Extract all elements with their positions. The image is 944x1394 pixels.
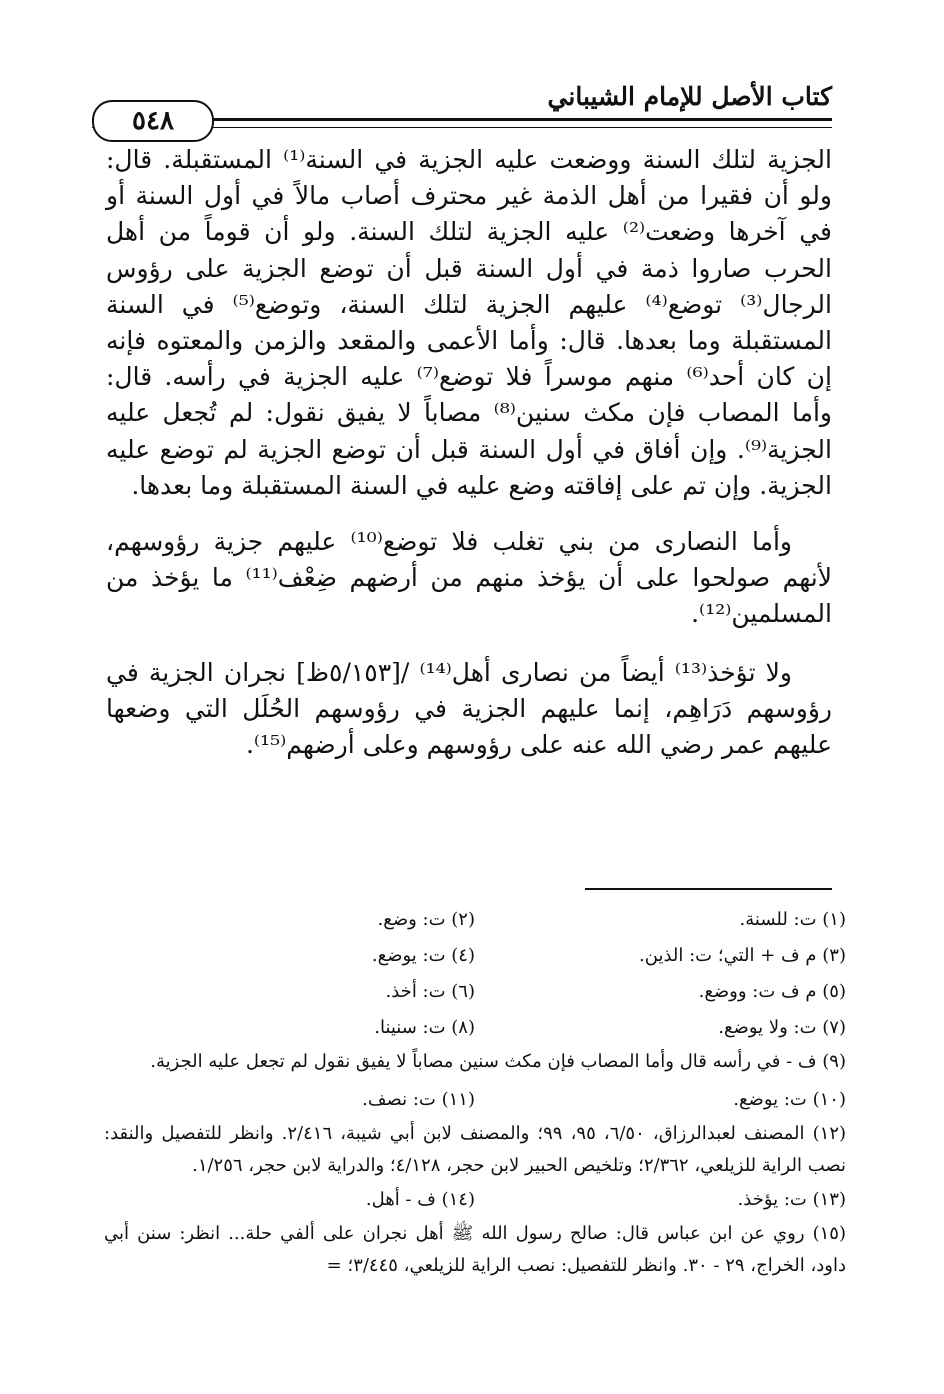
footnote-row xyxy=(104,1182,846,1218)
page-number-badge: ٥٤٨ xyxy=(92,100,214,142)
footnote-6: (٦) ت: أخذ. xyxy=(385,981,475,1002)
footnote-14: (١٤) ف - أهل. xyxy=(365,1189,475,1210)
footnotes xyxy=(104,902,846,1282)
paragraph-3: ولا تؤخذ⁽¹³⁾ أيضاً من نصارى أهل⁽¹⁴⁾ /[٥/١٥٣ظ] نجران الجزية في رؤوسهم دَرَاهِم، إنما عليهم الجزية في رؤوسهم الحُلَل التي وضعها عليهم عمر رضي الله عنه على رؤوسهم وعلى أرضهم⁽¹⁵⁾. xyxy=(106,657,832,760)
paragraph-2: وأما النصارى من بني تغلب فلا توضع⁽¹⁰⁾ عليهم جزية رؤوسهم، لأنهم صولحوا على أن يؤخذ منهم من أرضهم ضِعْف⁽¹¹⁾ ما يؤخذ من المسلمين⁽¹²⁾. xyxy=(106,527,832,629)
main-text xyxy=(106,142,832,763)
footnote-4: (٤) ت: يوضع. xyxy=(371,945,475,966)
paragraph-1: الجزية لتلك السنة ووضعت عليه الجزية في السنة⁽¹⁾ المستقبلة. قال: ولو أن فقيرا من أهل الذمة غير محترف أصاب مالاً في أول السنة أو في آخرها وضعت⁽²⁾ عليه الجزية لتلك السنة. ولو أن قوماً من أهل الحرب صاروا ذمة في أول السنة قبل أن توضع الجزية على رؤوس الرجال⁽³⁾ توضع⁽⁴⁾ عليهم الجزية لتلك السنة، وتوضع⁽⁵⁾ في السنة المستقبلة وما بعدها. قال: وأما الأعمى والمقعد والزمن والمعتوه فإنه إن كان أحد⁽⁶⁾ منهم موسراً فلا توضع⁽⁷⁾ عليه الجزية في رأسه. قال: وأما المصاب فإن مكث سنين⁽⁸⁾ مصاباً لا يفيق نقول: لم تُجعل عليه الجزية⁽⁹⁾. وإن أفاق في أول السنة قبل أن توضع الجزية لم توضع عليه الجزية. وإن تم على إفاقته وضع عليه في السنة المستقبلة وما بعدها. xyxy=(106,145,832,500)
running-header-title: كتاب الأصل للإمام الشيباني xyxy=(547,82,832,111)
footnote-5: (٥) م ف ت: ووضع. xyxy=(698,981,846,1002)
footnote-10: (١٠) ت: يوضع. xyxy=(733,1089,846,1110)
footnote-row xyxy=(104,974,846,1010)
footnote-row xyxy=(104,1082,846,1118)
footnote-row xyxy=(104,1046,846,1082)
footnote-11: (١١) ت: نصف. xyxy=(362,1089,475,1110)
footnote-9: (٩) ف - في رأسه قال وأما المصاب فإن مكث سنين مصاباً لا يفيق نقول لم تجعل عليه الجزية. xyxy=(150,1051,846,1072)
footnote-row xyxy=(104,902,846,938)
footnote-1: (١) ت: للسنة. xyxy=(739,909,846,930)
footnote-row xyxy=(104,1010,846,1046)
footnote-row xyxy=(104,938,846,974)
footnote-7: (٧) ت: ولا يوضع. xyxy=(718,1017,846,1038)
footnote-separator xyxy=(585,888,832,890)
footnote-12: (١٢) المصنف لعبدالرزاق، ٦/٥٠، ٩٥، ٩٩؛ والمصنف لابن أبي شيبة، ٢/٤١٦. وانظر للتفصيل والنقد: نصب الراية للزيلعي، ٢/٣٦٢؛ وتلخيص الحبير لابن حجر، ٤/١٢٨؛ والدراية لابن حجر، ١/٢٥٦. xyxy=(104,1123,847,1176)
footnote-13: (١٣) ت: يؤخذ. xyxy=(737,1189,846,1210)
footnote-15: (١٥) روي عن ابن عباس قال: صالح رسول الله ﷺ أهل نجران على ألفي حلة... انظر: سنن أبي داود، الخراج، ٢٩ - ٣٠. وانظر للتفصيل: نصب الراية للزيلعي، ٣/٤٤٥؛ = xyxy=(104,1223,846,1276)
footnote-3: (٣) م ف + التي؛ ت: الذين. xyxy=(639,945,846,966)
footnote-2: (٢) ت: وضع. xyxy=(377,909,475,930)
footnote-8: (٨) ت: سنينا. xyxy=(374,1017,475,1038)
